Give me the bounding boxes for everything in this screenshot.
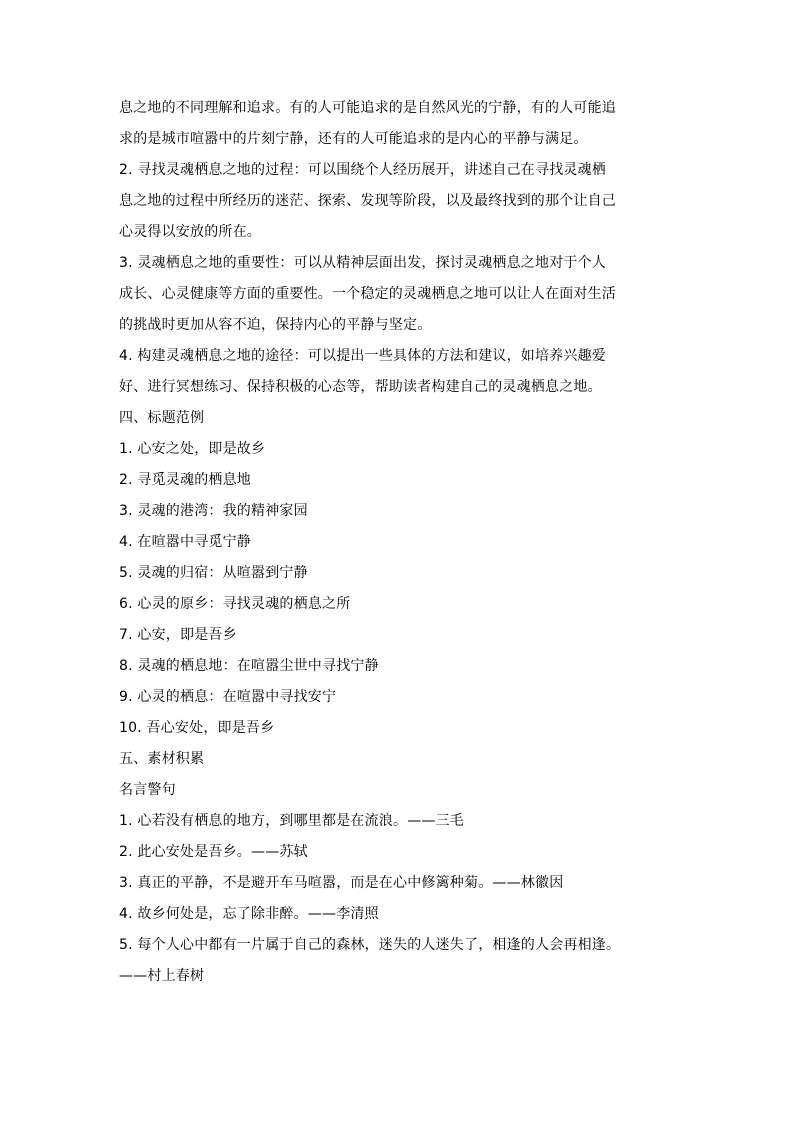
list-item-line: 的挑战时更加从容不迫，保持内心的平静与坚定。 [119, 317, 432, 333]
title-example-item: 2. 寻觅灵魂的栖息地 [119, 472, 252, 488]
list-item-line: 好、进行冥想练习、保持积极的心态等，帮助读者构建自己的灵魂栖息之地。 [119, 379, 602, 395]
title-example-item: 3. 灵魂的港湾：我的精神家园 [119, 503, 308, 519]
paragraph-line: 息之地的不同理解和追求。有的人可能追求的是自然风光的宁静，有的人可能追 [119, 100, 616, 116]
quote-item: 3. 真正的平静，不是避开车马喧嚣，而是在心中修篱种菊。——林徽因 [119, 875, 564, 891]
quote-item: 1. 心若没有栖息的地方，到哪里都是在流浪。——三毛 [119, 813, 465, 829]
document-body [119, 93, 689, 992]
list-item-line: 3. 灵魂栖息之地的重要性：可以从精神层面出发，探讨灵魂栖息之地对于个人 [119, 255, 607, 271]
subsection-heading: 名言警句 [119, 782, 176, 798]
quote-item: 4. 故乡何处是，忘了除非醉。——李清照 [119, 906, 379, 922]
quote-attribution: ——村上春树 [119, 968, 205, 984]
title-example-item: 10. 吾心安处，即是吾乡 [119, 720, 275, 736]
quote-item: 5. 每个人心中都有一片属于自己的森林，迷失的人迷失了，相逢的人会再相逢。 [119, 937, 621, 953]
title-example-item: 4. 在喧嚣中寻觅宁静 [119, 534, 252, 550]
list-item-line: 4. 构建灵魂栖息之地的途径：可以提出一些具体的方法和建议，如培养兴趣爱 [119, 348, 607, 364]
paragraph-line: 求的是城市喧嚣中的片刻宁静，还有的人可能追求的是内心的平静与满足。 [119, 131, 588, 147]
title-example-item: 5. 灵魂的归宿：从喧嚣到宁静 [119, 565, 308, 581]
title-example-item: 9. 心灵的栖息：在喧嚣中寻找安宁 [119, 689, 337, 705]
title-example-item: 8. 灵魂的栖息地：在喧嚣尘世中寻找宁静 [119, 658, 379, 674]
title-example-item: 1. 心安之处，即是故乡 [119, 441, 266, 457]
section-heading: 四、标题范例 [119, 410, 205, 426]
quote-item: 2. 此心安处是吾乡。——苏轼 [119, 844, 308, 860]
section-heading: 五、素材积累 [119, 751, 205, 767]
title-example-item: 6. 心灵的原乡：寻找灵魂的栖息之所 [119, 596, 351, 612]
list-item-line: 2. 寻找灵魂栖息之地的过程：可以围绕个人经历展开，讲述自己在寻找灵魂栖 [119, 162, 607, 178]
title-example-item: 7. 心安，即是吾乡 [119, 627, 237, 643]
list-item-line: 成长、心灵健康等方面的重要性。一个稳定的灵魂栖息之地可以让人在面对生活 [119, 286, 616, 302]
list-item-line: 息之地的过程中所经历的迷茫、探索、发现等阶段，以及最终找到的那个让自己 [119, 193, 616, 209]
list-item-line: 心灵得以安放的所在。 [119, 224, 261, 240]
